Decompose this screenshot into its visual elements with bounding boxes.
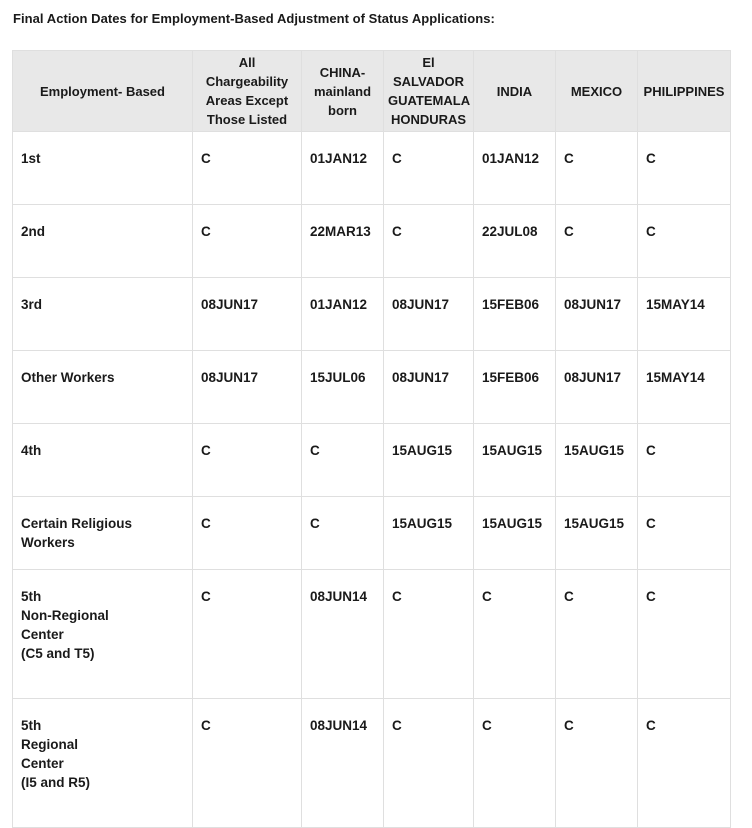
row-category: 2nd [13, 205, 193, 278]
table-cell: C [638, 699, 731, 828]
table-cell: C [193, 424, 302, 497]
table-row [13, 699, 731, 828]
table-cell: 15JUL06 [302, 351, 384, 424]
final-action-dates-table [12, 50, 731, 828]
row-category: Certain Religious Workers [13, 497, 193, 570]
table-cell: 15FEB06 [474, 278, 556, 351]
table-cell: 08JUN17 [556, 351, 638, 424]
table-cell: 15MAY14 [638, 278, 731, 351]
table-cell: C [638, 424, 731, 497]
table-cell: 15AUG15 [474, 497, 556, 570]
table-cell: 15AUG15 [384, 497, 474, 570]
page-title: Final Action Dates for Employment-Based Adjustment of Status Applications: [13, 11, 495, 26]
table-cell: C [384, 205, 474, 278]
table-cell: 01JAN12 [474, 132, 556, 205]
table-cell: C [556, 570, 638, 699]
table-cell: C [193, 205, 302, 278]
table-row [13, 497, 731, 570]
table-cell: 08JUN17 [384, 278, 474, 351]
table-row [13, 351, 731, 424]
table-cell: 15AUG15 [556, 497, 638, 570]
table-cell: C [302, 497, 384, 570]
table-cell: 08JUN17 [193, 351, 302, 424]
row-category: Other Workers [13, 351, 193, 424]
column-header-philippines: PHILIPPINES [638, 51, 731, 132]
row-category: 5th Regional Center (I5 and R5) [13, 699, 193, 828]
table-row [13, 132, 731, 205]
column-header-all-chargeability: All Chargeability Areas Except Those Listed [193, 51, 302, 132]
table-cell: 08JUN17 [384, 351, 474, 424]
table-cell: 08JUN14 [302, 570, 384, 699]
column-header-india: INDIA [474, 51, 556, 132]
table-cell: 08JUN17 [556, 278, 638, 351]
table-cell: C [193, 699, 302, 828]
table-row [13, 424, 731, 497]
table-cell: 08JUN17 [193, 278, 302, 351]
column-header-china: CHINA- mainland born [302, 51, 384, 132]
table-cell: 15AUG15 [474, 424, 556, 497]
row-category: 5th Non-Regional Center (C5 and T5) [13, 570, 193, 699]
table-cell: 08JUN14 [302, 699, 384, 828]
table-cell: 01JAN12 [302, 278, 384, 351]
table-cell: 15AUG15 [556, 424, 638, 497]
column-header-employment-based: Employment- Based [13, 51, 193, 132]
table-cell: C [474, 699, 556, 828]
table-row [13, 205, 731, 278]
table-cell: C [474, 570, 556, 699]
table-cell: C [193, 132, 302, 205]
row-category: 1st [13, 132, 193, 205]
table-row [13, 278, 731, 351]
table-cell: C [638, 497, 731, 570]
column-header-el-salvador-guatemala-honduras: El SALVADOR GUATEMALA HONDURAS [384, 51, 474, 132]
row-category: 3rd [13, 278, 193, 351]
table-cell: C [193, 570, 302, 699]
table-cell: C [384, 699, 474, 828]
table-header-row [13, 51, 731, 132]
table-cell: C [638, 570, 731, 699]
table-cell: C [638, 132, 731, 205]
table-cell: C [638, 205, 731, 278]
table-cell: 22MAR13 [302, 205, 384, 278]
table-cell: C [384, 570, 474, 699]
table-cell: C [302, 424, 384, 497]
table-cell: C [556, 699, 638, 828]
table-cell: 15FEB06 [474, 351, 556, 424]
row-category: 4th [13, 424, 193, 497]
column-header-mexico: MEXICO [556, 51, 638, 132]
table-row [13, 570, 731, 699]
table-cell: C [556, 132, 638, 205]
table-cell: C [556, 205, 638, 278]
table-cell: 15MAY14 [638, 351, 731, 424]
table-cell: C [193, 497, 302, 570]
table-cell: 22JUL08 [474, 205, 556, 278]
table-cell: 15AUG15 [384, 424, 474, 497]
table-cell: 01JAN12 [302, 132, 384, 205]
table-cell: C [384, 132, 474, 205]
